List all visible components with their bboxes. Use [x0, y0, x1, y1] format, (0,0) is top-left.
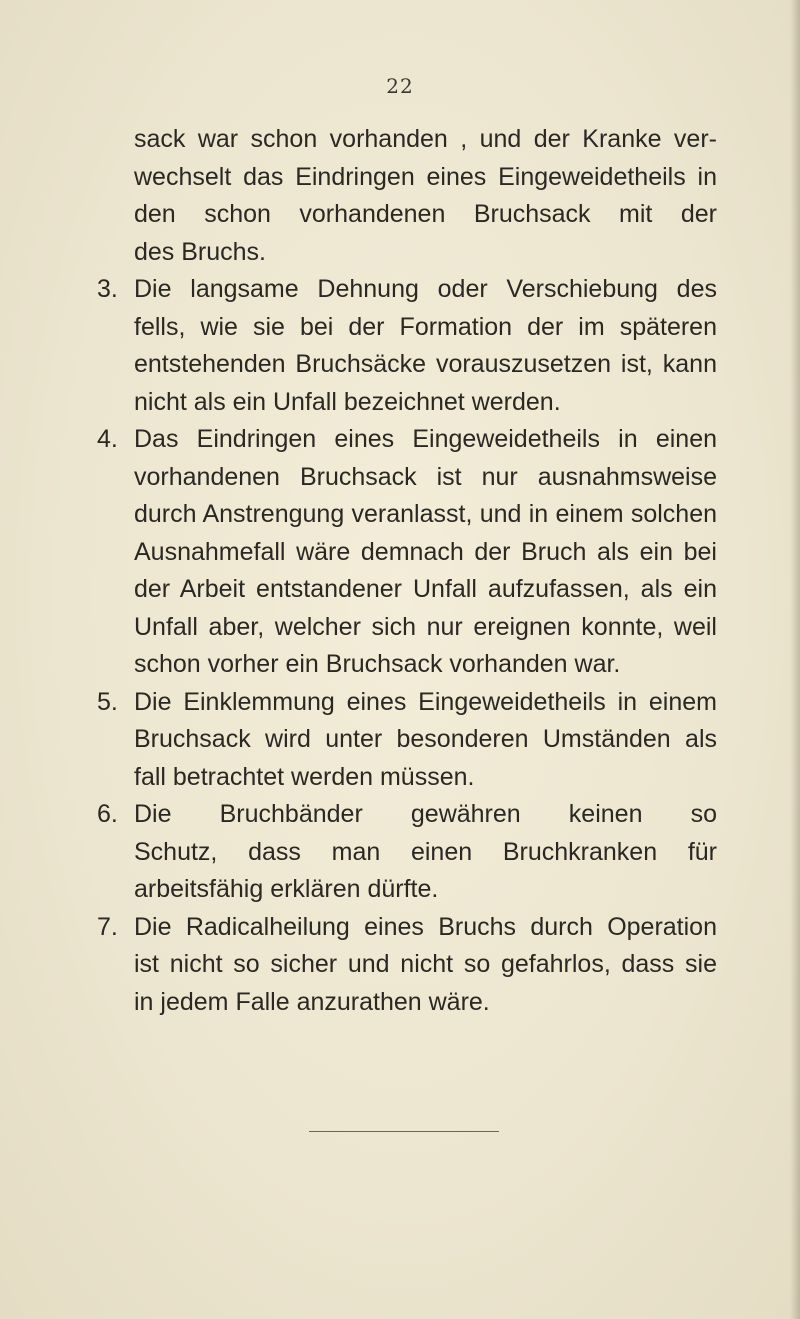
list-item-3-line: nicht als ein Unfall bezeichnet werden. [134, 387, 561, 416]
item-number: 5. [97, 687, 118, 716]
text-line: den schon vorhandenen Bruchsack mit der [134, 200, 717, 228]
list-item-5-line: 5. Die Einklemmung eines Eingeweidetheils in einem [97, 684, 717, 722]
item-number: 3. [97, 275, 118, 303]
list-item-4-line: Unfall aber, welcher sich nur ereignen konnte, weil [134, 612, 717, 641]
body-text [97, 121, 717, 1021]
list-item-5-line: fall betrachtet werden müssen. [134, 762, 475, 791]
item-number: 6. [97, 800, 118, 828]
list-item-3-line: entstehenden Bruchsäcke vorauszusetzen ist, kann [134, 350, 717, 378]
text-line: wechselt das Eindringen eines Eingeweidetheils in [134, 162, 717, 191]
list-item-6-line: arbeitsfähig erklären dürfte. [134, 875, 439, 903]
end-rule [309, 1131, 499, 1132]
list-item-4-line: schon vorher ein Bruchsack vorhanden war. [134, 650, 621, 678]
list-item-7-line: 7. Die Radicalheilung eines Bruchs durch Operation [97, 909, 717, 947]
list-item-6-line: 6. Die Bruchbänder gewähren keinen so [97, 796, 717, 834]
page-number: 22 [386, 74, 414, 98]
page-edge-shadow [790, 0, 800, 1319]
text-line: sack war schon vorhanden , und der Kranke ver- [134, 125, 717, 153]
list-item-7-line: in jedem Falle anzurathen wäre. [134, 987, 490, 1016]
item-number: 7. [97, 912, 118, 941]
list-item-7-line: ist nicht so sicher und nicht so gefahrlos, dass sie [134, 950, 717, 978]
list-item-3-line: 3. Die langsame Dehnung oder Verschiebung des [97, 271, 717, 309]
list-item-4-line: Ausnahmefall wäre demnach der Bruch als ein bei [134, 537, 717, 566]
text-line: des Bruchs. [134, 237, 267, 266]
list-item-4-line: vorhandenen Bruchsack ist nur ausnahmsweise [134, 462, 717, 491]
list-item-5-line: Bruchsack wird unter besonderen Umständen als [134, 725, 717, 753]
item-number: 4. [97, 425, 118, 453]
list-item-4-line: 4. Das Eindringen eines Eingeweidetheils in einen [97, 421, 717, 459]
list-item-6-line: Schutz, dass man einen Bruchkranken für [134, 837, 717, 866]
list-item-3-line: fells, wie sie bei der Formation der im späteren [134, 312, 717, 341]
list-item-4-line: durch Anstrengung veranlasst, und in einem solchen [134, 500, 717, 528]
list-item-4-line: der Arbeit entstandener Unfall aufzufassen, als ein [134, 575, 717, 603]
